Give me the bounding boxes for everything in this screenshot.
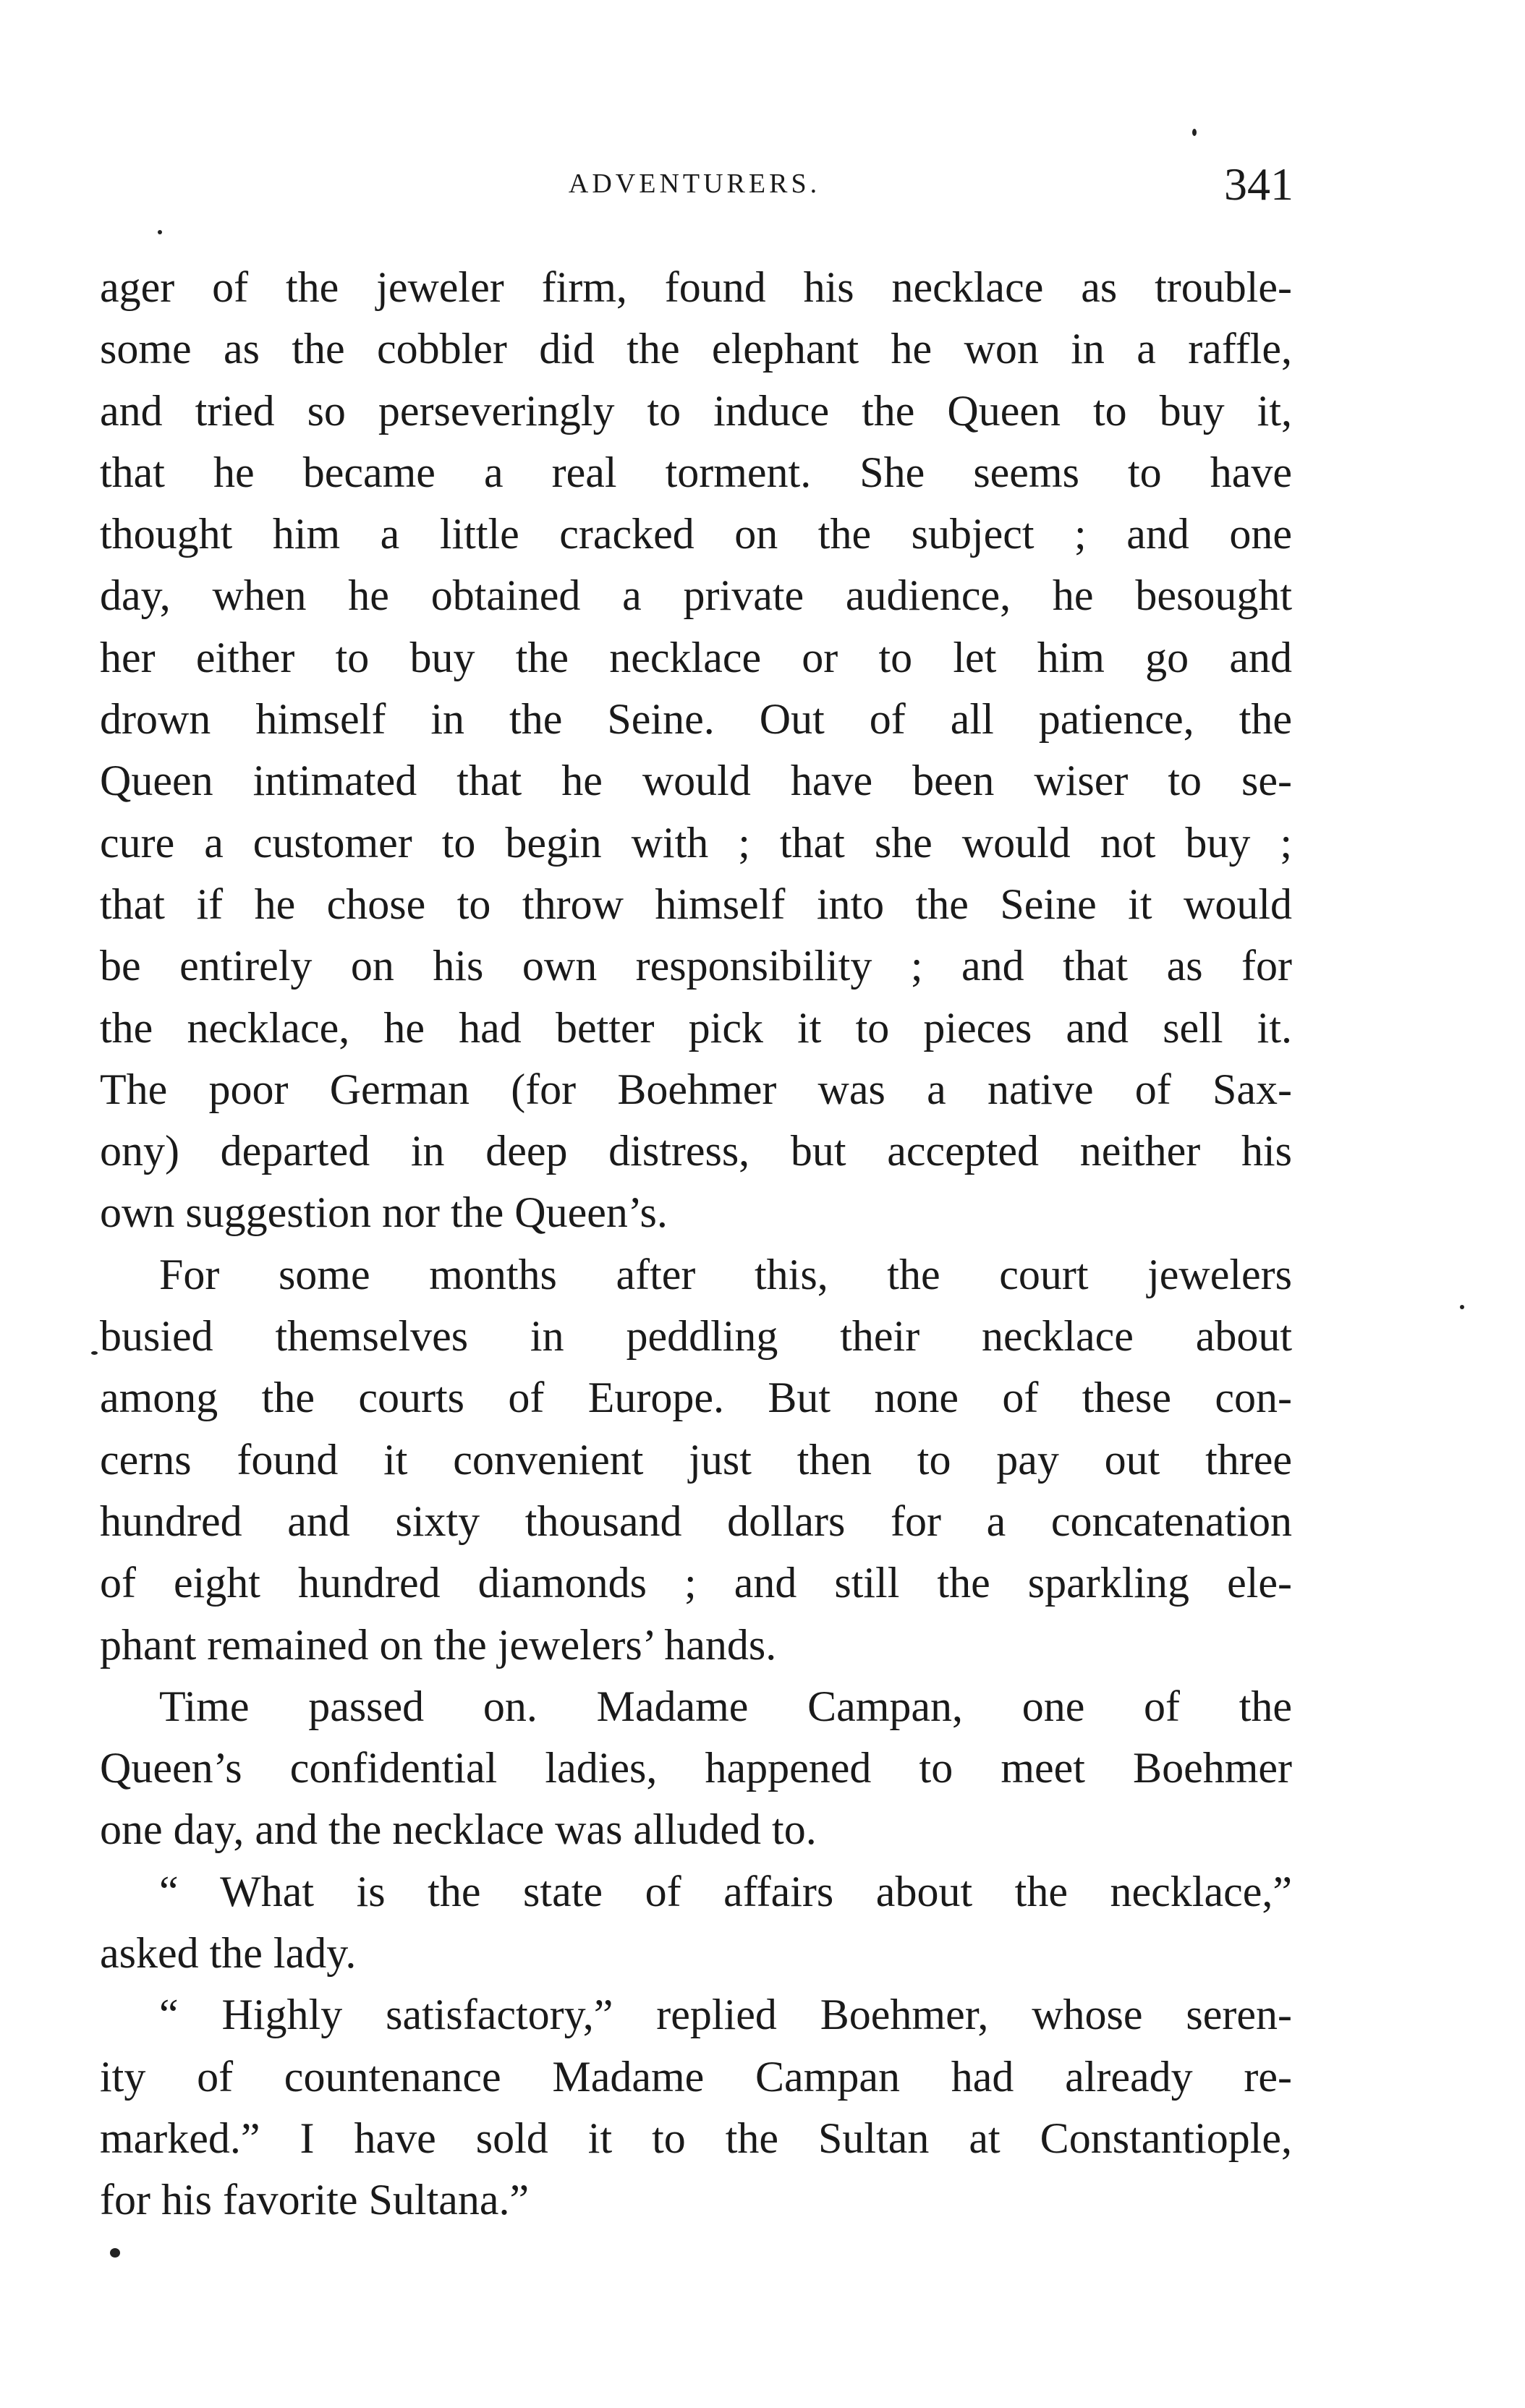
text-line: “ Highly satisfactory,” replied Boehmer, whose seren- [159, 1991, 1292, 2039]
text-line: Queen intimated that he would have been wiser to se- [100, 757, 1292, 805]
running-head [101, 158, 1294, 210]
text-line: hundred and sixty thousand dollars for a concatenation [100, 1497, 1292, 1545]
text-line: asked the lady. [100, 1929, 357, 1978]
text-line: ity of countenance Madame Campan had already re- [100, 2052, 1292, 2101]
text-line: the necklace, he had better pick it to pieces and sell it. [100, 1003, 1292, 1052]
body-text [100, 257, 1292, 2232]
text-line: of eight hundred diamonds ; and still the sparkling ele- [100, 1559, 1292, 1607]
text-line: cerns found it convenient just then to pay out three [100, 1435, 1292, 1484]
text-line: “ What is the state of affairs about the necklace,” [159, 1867, 1292, 1915]
text-line: and tried so perseveringly to induce the Queen to buy it, [100, 386, 1292, 435]
text-line: The poor German (for Boehmer was a native of Sax- [100, 1065, 1292, 1113]
page-number: 341 [1224, 158, 1294, 210]
text-line: be entirely on his own responsibility ; and that as for [100, 942, 1292, 990]
ink-speck [110, 2248, 120, 2258]
text-line: phant remained on the jewelers’ hands. [100, 1620, 777, 1669]
text-line: drown himself in the Seine. Out of all patience, the [100, 695, 1292, 744]
text-line: For some months after this, the court jewelers [159, 1250, 1292, 1298]
text-line: her either to buy the necklace or to let him go and [100, 633, 1292, 681]
text-line: thought him a little cracked on the subject ; and one [100, 510, 1292, 558]
text-line: day, when he obtained a private audience, he besought [100, 571, 1292, 620]
ink-speck [1192, 129, 1197, 136]
text-line: marked.” I have sold it to the Sultan at Constantiople, [100, 2114, 1292, 2162]
text-line: ony) departed in deep distress, but accepted neither his [100, 1127, 1292, 1175]
text-line: Time passed on. Madame Campan, one of the [159, 1682, 1292, 1730]
text-line: for his favorite Sultana.” [100, 2176, 530, 2224]
text-line: own suggestion nor the Queen’s. [100, 1188, 668, 1237]
ink-speck [158, 230, 162, 234]
text-line: some as the cobbler did the elephant he won in a raffle, [100, 325, 1292, 373]
text-line: that he became a real torment. She seems to have [100, 448, 1292, 496]
running-title: ADVENTURERS. [568, 169, 821, 199]
text-line: among the courts of Europe. But none of these con- [100, 1374, 1292, 1422]
text-line: that if he chose to throw himself into the Seine it would [100, 880, 1292, 928]
text-line: Queen’s confidential ladies, happened to meet Boehmer [100, 1744, 1292, 1792]
ink-speck [91, 1351, 98, 1355]
text-line: one day, and the necklace was alluded to. [100, 1805, 817, 1854]
ink-speck [1460, 1305, 1464, 1309]
text-line: busied themselves in peddling their necklace about [100, 1312, 1292, 1361]
text-line: cure a customer to begin with ; that she would not buy ; [100, 818, 1292, 867]
text-line: ager of the jeweler firm, found his necklace as trouble- [100, 263, 1292, 311]
